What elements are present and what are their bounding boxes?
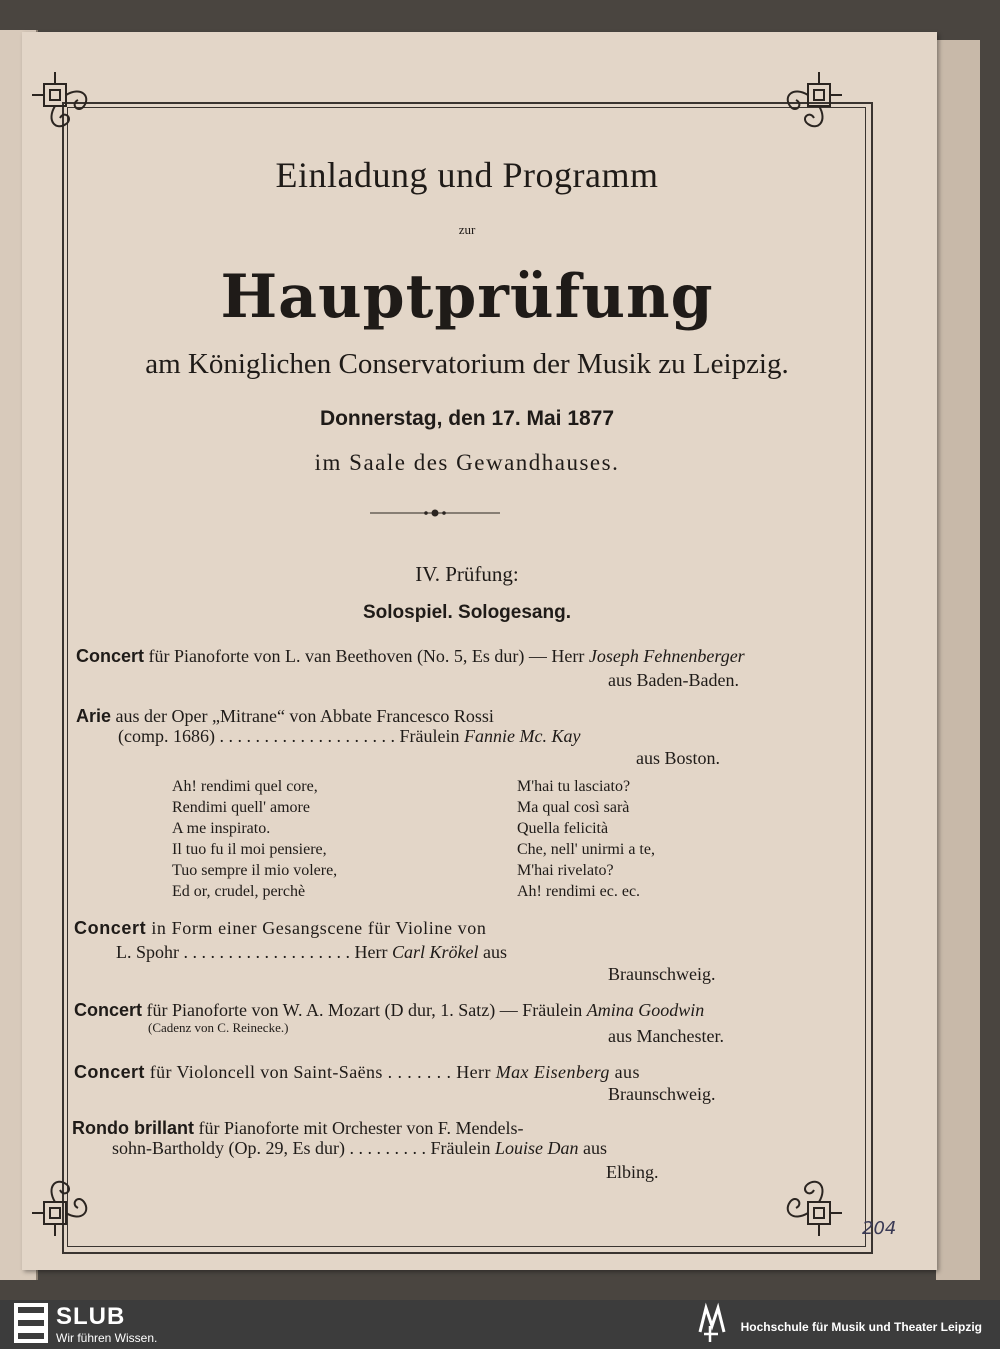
corner-ornament-bottom-right [768, 1162, 848, 1242]
lyric-line: Ah! rendimi ec. ec. [517, 883, 641, 900]
lyric-line: M'hai rivelato? [517, 862, 614, 879]
performer-from: aus [483, 942, 507, 962]
lyric-line: Quella felicità [517, 820, 609, 837]
entry-title: Rondo brillant [72, 1118, 194, 1138]
corner-ornament-top-left [26, 66, 106, 146]
entry-title: Concert [74, 1000, 143, 1020]
entry-desc-line2: (comp. 1686) . . . . . . . . . . . . . . . . . . . . Fräulein [118, 726, 460, 746]
lyric-line: A me inspirato. [172, 820, 271, 837]
entry-desc-line2: sohn-Bartholdy (Op. 29, Es dur) . . . . . . . . . Fräulein [112, 1138, 491, 1158]
programme-entry-3 [74, 918, 486, 939]
performer-name: Amina Goodwin [586, 1000, 705, 1020]
zur-label: zur [458, 222, 476, 237]
performer-name: Joseph Fehnenberger [588, 646, 745, 666]
performer-from: aus [614, 1062, 640, 1082]
entry-note: (Cadenz von C. Reinecke.) [148, 1020, 289, 1035]
institution-name[interactable]: Hochschule für Musik und Theater Leipzig [740, 1320, 982, 1334]
invitation-title: Einladung und Programm [275, 155, 659, 195]
performer-name: Max Eisenberg [495, 1062, 610, 1082]
lyric-line: Che, nell' unirmi a te, [517, 841, 655, 858]
lyric-line: Il tuo fu il moi pensiere, [172, 841, 327, 858]
lyric-line: Tuo sempre il mio volere, [172, 862, 338, 879]
section-number: IV. Prüfung: [415, 562, 519, 586]
corner-ornament-top-right [768, 66, 848, 146]
slub-logo-icon [14, 1303, 48, 1343]
entry-title: Concert [74, 918, 147, 938]
lyric-line: Rendimi quell' amore [172, 799, 310, 816]
entry-title: Concert [76, 646, 145, 666]
hmt-logo-icon [696, 1302, 730, 1346]
slub-name[interactable]: SLUB [56, 1303, 126, 1330]
entry-title: Arie [76, 706, 112, 726]
programme-sheet [22, 32, 937, 1270]
performer-name: Carl Krökel [391, 942, 479, 962]
programme-entry-5 [74, 1062, 640, 1083]
lyrics-right-column [517, 776, 817, 902]
lyric-line: Ma qual così sarà [517, 799, 630, 816]
entry-desc: für Violoncell von Saint-Saëns . . . . . . . Herr [149, 1062, 491, 1082]
slub-slogan: Wir führen Wissen. [56, 1331, 158, 1345]
entry-desc-line2: L. Spohr . . . . . . . . . . . . . . . . . . . Herr [116, 942, 388, 962]
entry-desc-continued [112, 1138, 607, 1159]
performer-origin: aus Manchester. [608, 1026, 724, 1046]
performer-origin: Braunschweig. [608, 964, 716, 984]
entry-desc: für Pianoforte von L. van Beethoven (No. 5, Es dur) — Herr [148, 646, 585, 666]
entry-desc: für Pianoforte mit Orchester von F. Mendels- [198, 1118, 524, 1138]
entry-desc: in Form einer Gesangscene für Violine von [151, 918, 487, 938]
entry-title: Concert [74, 1062, 145, 1082]
entry-desc: für Pianoforte von W. A. Mozart (D dur, 1. Satz) — Fräulein [146, 1000, 583, 1020]
performer-origin: aus Baden-Baden. [608, 670, 739, 690]
performer-origin: Elbing. [606, 1162, 659, 1182]
performer-name: Louise Dan [494, 1138, 579, 1158]
divider-ornament [370, 506, 500, 520]
performer-name: Fannie Mc. Kay [463, 726, 581, 746]
entry-desc-continued [116, 942, 507, 963]
programme-entry-2 [76, 706, 494, 727]
lyric-line: Ah! rendimi quel core, [172, 778, 318, 795]
performer-from: aus [582, 1138, 607, 1158]
entry-desc-continued [118, 726, 580, 747]
section-title: Solospiel. Sologesang. [363, 602, 571, 623]
page-number: 204 [862, 1218, 897, 1239]
main-title: Hauptprüfung [220, 262, 714, 332]
programme-entry-4 [74, 1000, 704, 1021]
lyrics-left-column [172, 776, 472, 902]
conservatory-subtitle: am Königlichen Conservatorium der Musik zu Leipzig. [145, 348, 789, 380]
event-venue: im Saale des Gewandhauses. [314, 450, 620, 475]
programme-entry-6 [72, 1118, 523, 1139]
right-page-edge [936, 40, 980, 1280]
performer-origin: Braunschweig. [608, 1084, 716, 1104]
lyric-line: M'hai tu lasciato? [517, 778, 631, 795]
programme-entry-1 [76, 646, 745, 667]
lyric-line: Ed or, crudel, perchè [172, 883, 306, 900]
event-date: Donnerstag, den 17. Mai 1877 [319, 407, 615, 430]
performer-origin: aus Boston. [636, 748, 721, 768]
corner-ornament-bottom-left [26, 1162, 106, 1242]
entry-desc: aus der Oper „Mitrane“ von Abbate Francesco Rossi [115, 706, 494, 726]
